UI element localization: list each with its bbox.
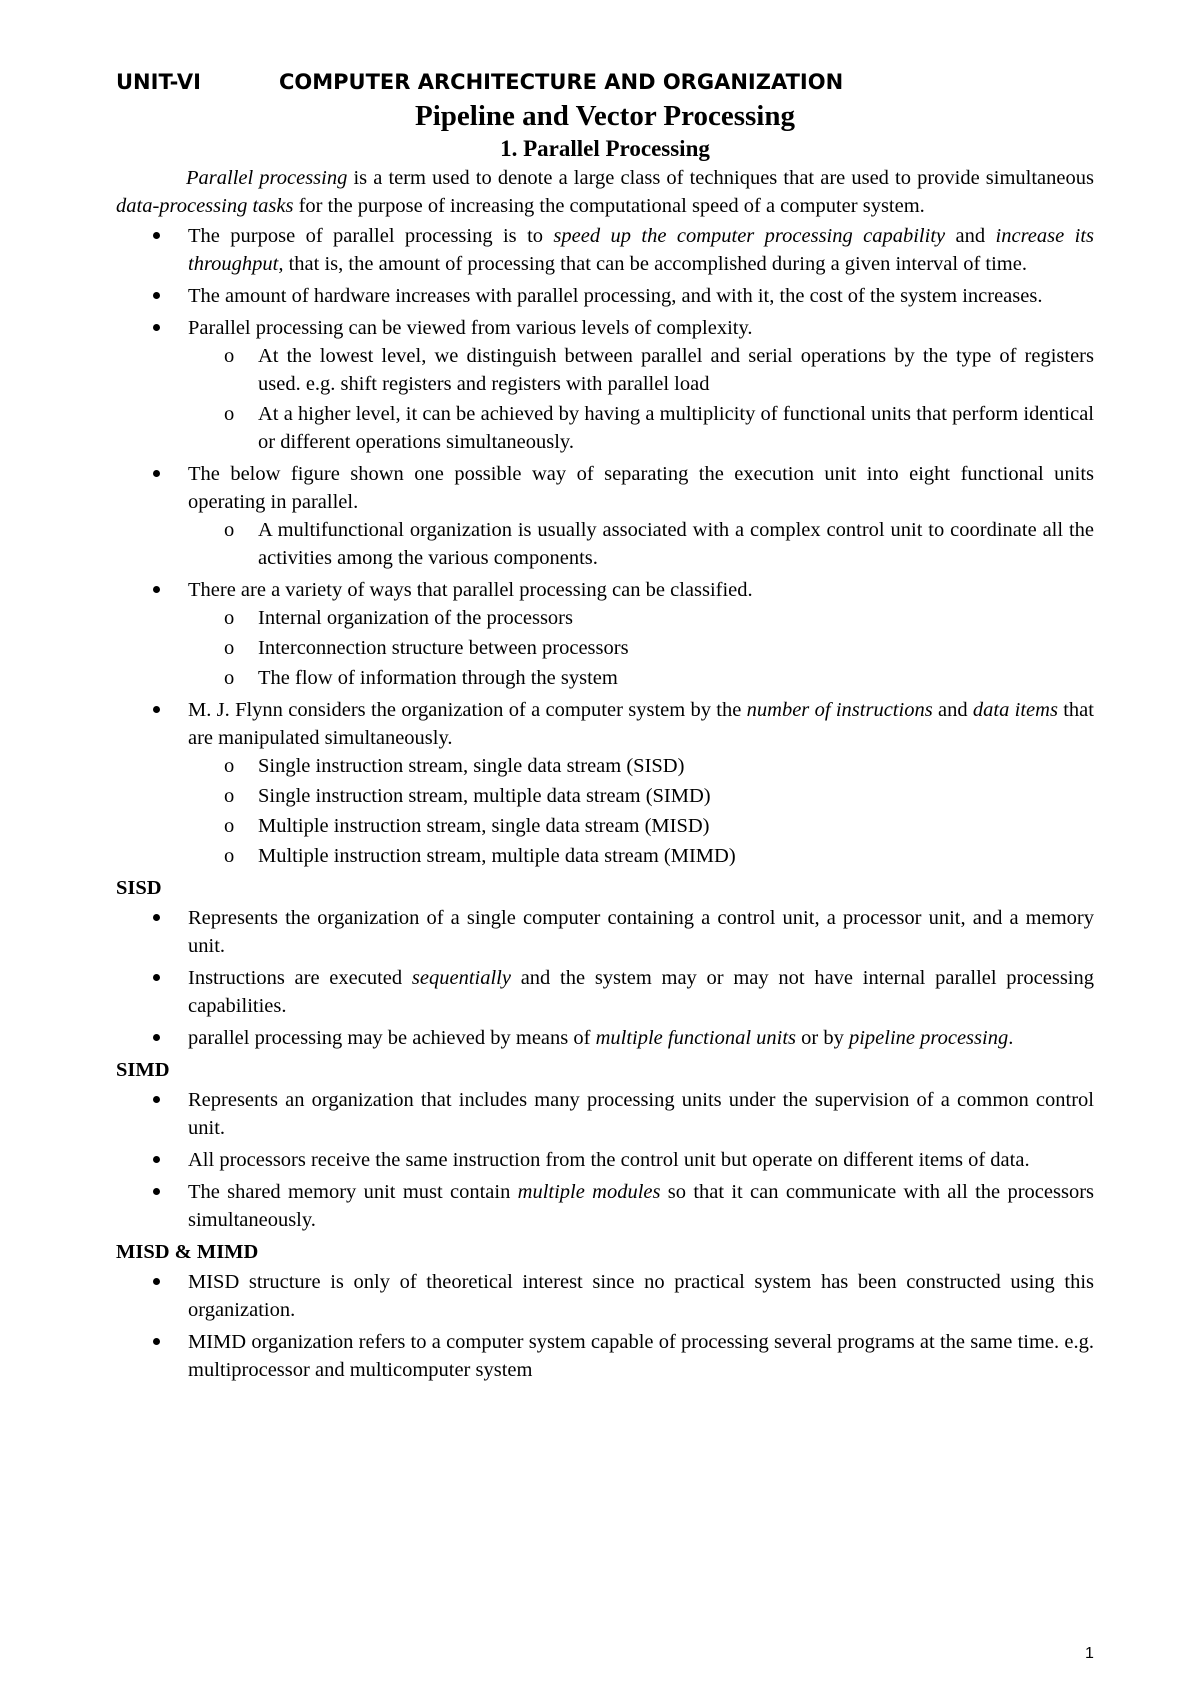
bullet-item — [116, 222, 1094, 278]
bullet-text — [188, 460, 1094, 516]
text-run: and the system may or may not have internal parallel processing capabilities. — [188, 967, 1094, 1017]
text-run: Instructions are executed — [188, 967, 412, 989]
sub-bullet-list — [188, 516, 1094, 572]
bullet-text — [188, 314, 1094, 342]
sub-bullet-text: Multiple instruction stream, multiple data stream (MIMD) — [258, 845, 736, 867]
hollow-bullet-icon: o — [224, 345, 235, 367]
sub-bullet-text: Single instruction stream, single data stream (SISD) — [258, 755, 685, 777]
section-bullet-list — [116, 1086, 1094, 1234]
text-run: that is, the amount of processing that can be accomplished during a given interval of time. — [283, 253, 1027, 275]
hollow-bullet-icon: o — [224, 607, 235, 629]
bullet-text — [188, 1024, 1094, 1052]
bullet-text — [188, 1268, 1094, 1324]
section-heading: MISD & MIMD — [116, 1241, 259, 1263]
bullet-item — [116, 964, 1094, 1020]
bullet-text — [188, 1328, 1094, 1384]
text-run: is a term used to denote a large class of techniques that are used to provide simultaneous — [347, 167, 1094, 189]
text-run: so that it can communicate with all the processors simultaneously. — [188, 1181, 1094, 1231]
bullet-dot-icon — [153, 1096, 160, 1103]
bullet-item — [116, 460, 1094, 572]
bullet-item — [116, 1268, 1094, 1324]
bullet-text — [188, 696, 1094, 752]
bullet-text — [188, 1086, 1094, 1142]
sub-bullet-item — [188, 842, 1094, 870]
text-run: Represents an organization that includes many processing units under the supervision of a common control unit. — [188, 1089, 1094, 1139]
section-heading: SIMD — [116, 1059, 170, 1081]
text-run: MISD structure is only of theoretical interest since no practical system has been constructed using this organization. — [188, 1271, 1094, 1321]
bullet-dot-icon — [153, 1034, 160, 1041]
sub-bullet-item — [188, 516, 1094, 572]
text-run: Represents the organization of a single computer containing a control unit, a processor unit, and a memory unit. — [188, 907, 1094, 957]
section-bullet-list — [116, 1268, 1094, 1384]
sub-bullet-item — [188, 782, 1094, 810]
bullet-text — [188, 904, 1094, 960]
sub-bullet-text: Single instruction stream, multiple data stream (SIMD) — [258, 785, 711, 807]
section-bullet-list — [116, 904, 1094, 1052]
section-title: 1. Parallel Processing — [500, 136, 710, 161]
text-run: The shared memory unit must contain — [188, 1181, 518, 1203]
text-run: M. J. Flynn considers the organization of a computer system by the — [188, 699, 747, 721]
bullet-dot-icon — [153, 974, 160, 981]
bullet-dot-icon — [153, 1278, 160, 1285]
sub-bullet-text: Internal organization of the processors — [258, 607, 573, 629]
section-heading: SISD — [116, 877, 162, 899]
bullet-item — [116, 1024, 1094, 1052]
document-title: Pipeline and Vector Processing — [415, 100, 795, 132]
text-run: and — [945, 225, 996, 247]
page-number: 1 — [1085, 1645, 1094, 1662]
bullet-item — [116, 314, 1094, 456]
course-title: COMPUTER ARCHITECTURE AND ORGANIZATION — [279, 70, 844, 94]
italic-text: sequentially — [411, 967, 511, 989]
bullet-text — [188, 964, 1094, 1020]
bullet-item — [116, 1086, 1094, 1142]
hollow-bullet-icon: o — [224, 815, 235, 837]
bullet-text — [188, 1146, 1094, 1174]
text-run: and — [932, 699, 973, 721]
bullet-item — [116, 282, 1094, 310]
text-run: for the purpose of increasing the computational speed of a computer system. — [293, 195, 925, 217]
italic-text: number of instructions — [746, 699, 933, 721]
bullet-text — [188, 222, 1094, 278]
sub-bullet-list — [188, 752, 1094, 870]
intro-paragraph — [116, 164, 1094, 220]
bullet-dot-icon — [153, 324, 160, 331]
hollow-bullet-icon: o — [224, 845, 235, 867]
sub-bullet-item — [188, 812, 1094, 840]
sub-bullet-text: At the lowest level, we distinguish between parallel and serial operations by the type of registers used. e.g. shift registers and registers with parallel load — [258, 345, 1094, 395]
text-run: The purpose of parallel processing is to — [188, 225, 554, 247]
italic-text: increase its throughput, — [188, 225, 1094, 275]
text-run: parallel processing may be achieved by means of — [188, 1027, 596, 1049]
bullet-text — [188, 1178, 1094, 1234]
hollow-bullet-icon: o — [224, 403, 235, 425]
bullet-item — [116, 576, 1094, 692]
unit-label: UNIT-VI — [116, 70, 201, 94]
sub-bullet-list — [188, 604, 1094, 692]
page-content — [116, 68, 1094, 1388]
sub-bullet-list — [188, 342, 1094, 456]
text-run: The amount of hardware increases with parallel processing, and with it, the cost of the system increases. — [188, 285, 1043, 307]
bullet-dot-icon — [153, 1156, 160, 1163]
classification-sections — [116, 874, 1094, 1384]
sub-bullet-item — [188, 752, 1094, 780]
italic-text: multiple modules — [517, 1181, 661, 1203]
text-run: All processors receive the same instruction from the control unit but operate on different items of data. — [188, 1149, 1030, 1171]
bullet-item — [116, 696, 1094, 870]
sub-bullet-item — [188, 604, 1094, 632]
text-run: MIMD organization refers to a computer system capable of processing several programs at the same time. e.g. multiprocessor and multicomputer system — [188, 1331, 1094, 1381]
sub-bullet-item — [188, 400, 1094, 456]
bullet-dot-icon — [153, 586, 160, 593]
italic-text: pipeline processing — [848, 1027, 1009, 1049]
sub-bullet-text: Multiple instruction stream, single data stream (MISD) — [258, 815, 710, 837]
italic-text: speed up the computer processing capability — [553, 225, 946, 247]
bullet-dot-icon — [153, 292, 160, 299]
italic-text: Parallel processing — [186, 167, 348, 189]
text-run: or by — [796, 1027, 849, 1049]
text-run: that are manipulated simultaneously. — [188, 699, 1094, 749]
bullet-dot-icon — [153, 706, 160, 713]
hollow-bullet-icon: o — [224, 637, 235, 659]
parallel-bullet-list — [116, 222, 1094, 870]
hollow-bullet-icon: o — [224, 755, 235, 777]
bullet-text — [188, 576, 1094, 604]
sub-bullet-item — [188, 664, 1094, 692]
unit-heading — [116, 68, 1094, 96]
bullet-dot-icon — [153, 1338, 160, 1345]
text-run: . — [1008, 1027, 1014, 1049]
hollow-bullet-icon: o — [224, 785, 235, 807]
sub-bullet-text: The flow of information through the system — [258, 667, 618, 689]
hollow-bullet-icon: o — [224, 667, 235, 689]
bullet-item — [116, 1328, 1094, 1384]
bullet-dot-icon — [153, 232, 160, 239]
italic-text: data-processing tasks — [116, 195, 294, 217]
text-run: The below figure shown one possible way of separating the execution unit into eight functional units operating in parallel. — [188, 463, 1094, 513]
sub-bullet-item — [188, 634, 1094, 662]
italic-text: multiple functional units — [595, 1027, 797, 1049]
hollow-bullet-icon: o — [224, 519, 235, 541]
italic-text: data items — [972, 699, 1058, 721]
bullet-dot-icon — [153, 914, 160, 921]
sub-bullet-item — [188, 342, 1094, 398]
bullet-item — [116, 1178, 1094, 1234]
bullet-item — [116, 904, 1094, 960]
sub-bullet-text: Interconnection structure between processors — [258, 637, 629, 659]
bullet-dot-icon — [153, 470, 160, 477]
text-run: There are a variety of ways that parallel processing can be classified. — [188, 579, 753, 601]
bullet-item — [116, 1146, 1094, 1174]
sub-bullet-text: At a higher level, it can be achieved by having a multiplicity of functional units that perform identical or different operations simultaneously. — [258, 403, 1094, 453]
sub-bullet-text: A multifunctional organization is usually associated with a complex control unit to coordinate all the activities among the various components. — [258, 519, 1094, 569]
bullet-dot-icon — [153, 1188, 160, 1195]
text-run: Parallel processing can be viewed from various levels of complexity. — [188, 317, 753, 339]
bullet-text — [188, 282, 1094, 310]
